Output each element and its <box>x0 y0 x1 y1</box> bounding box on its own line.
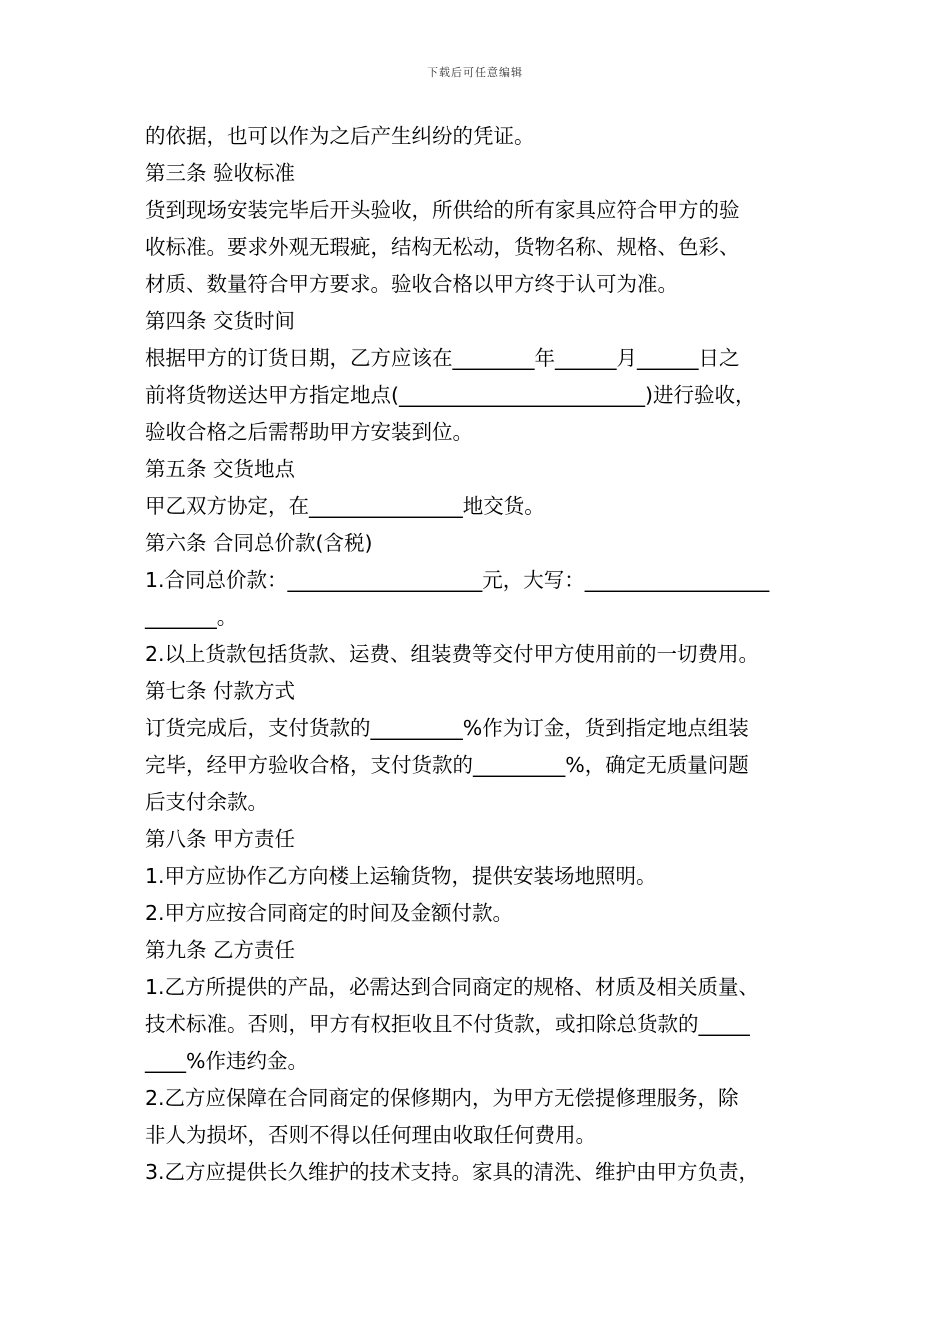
text-line: _______。 <box>145 605 238 629</box>
text-line: 2.以上货款包括货款、运费、组装费等交付甲方使用前的一切费用。 <box>145 642 760 666</box>
section-heading: 第四条 交货时间 <box>145 309 296 333</box>
text-line: 后支付余款。 <box>145 790 268 814</box>
text-line: 2.甲方应按合同商定的时间及金额付款。 <box>145 901 514 925</box>
text-line: ____%作违约金。 <box>145 1049 308 1073</box>
section-heading: 第三条 验收标准 <box>145 161 296 185</box>
text-line: 非人为损坏，否则不得以任何理由收取任何费用。 <box>145 1123 596 1147</box>
section-heading: 第八条 甲方责任 <box>145 827 296 851</box>
page-header-note: 下载后可任意编辑 <box>427 66 523 79</box>
text-line: 1.合同总价款：___________________元，大写：__________________ <box>145 568 770 592</box>
text-line: 根据甲方的订货日期，乙方应该在________年______月______日之 <box>145 346 740 370</box>
text-line: 订货完成后，支付货款的_________%作为订金，货到指定地点组装 <box>145 716 749 740</box>
text-line: 甲乙双方协定，在_______________地交货。 <box>145 494 545 518</box>
text-line: 完毕，经甲方验收合格，支付货款的_________%，确定无质量问题 <box>145 753 749 777</box>
text-line: 2.乙方应保障在合同商定的保修期内，为甲方无偿提修理服务，除 <box>145 1086 739 1110</box>
text-line: 1.甲方应协作乙方向楼上运输货物，提供安装场地照明。 <box>145 864 657 888</box>
text-line: 技术标准。否则，甲方有权拒收且不付货款，或扣除总货款的_____ <box>145 1012 750 1036</box>
text-line: 收标准。要求外观无瑕疵，结构无松动，货物名称、规格、色彩、 <box>145 235 740 259</box>
text-line: 材质、数量符合甲方要求。验收合格以甲方终于认可为准。 <box>145 272 678 296</box>
section-heading: 第五条 交货地点 <box>145 457 296 481</box>
text-line: 的依据，也可以作为之后产生纠纷的凭证。 <box>145 124 535 148</box>
text-line: 前将货物送达甲方指定地点(________________________)进行验收， <box>145 383 756 407</box>
text-line: 验收合格之后需帮助甲方安装到位。 <box>145 420 473 444</box>
text-line: 货到现场安装完毕后开头验收，所供给的所有家具应符合甲方的验 <box>145 198 740 222</box>
section-heading: 第七条 付款方式 <box>145 679 296 703</box>
section-heading: 第六条 合同总价款(含税) <box>145 531 373 555</box>
text-line: 3.乙方应提供长久维护的技术支持。家具的清洗、维护由甲方负责， <box>145 1160 760 1184</box>
document-body <box>145 118 813 1191</box>
text-line: 1.乙方所提供的产品，必需达到合同商定的规格、材质及相关质量、 <box>145 975 760 999</box>
section-heading: 第九条 乙方责任 <box>145 938 296 962</box>
